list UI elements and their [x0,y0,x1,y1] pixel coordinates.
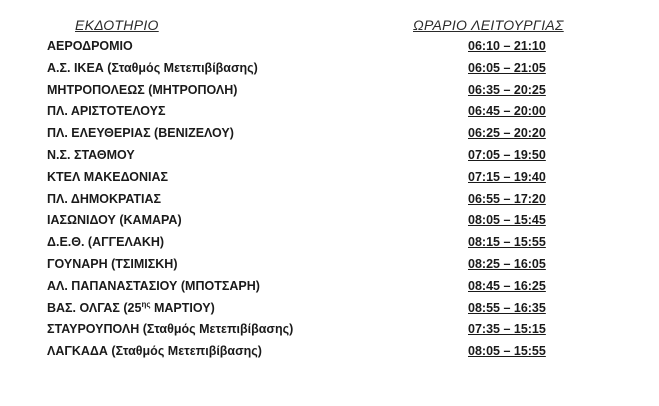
station-name: Α.Σ. ΙΚΕΑ (Σταθμός Μετεπιβίβασης) [47,60,258,75]
operating-hours: 06:55 – 17:20 [468,191,546,206]
operating-hours: 08:25 – 16:05 [468,256,546,271]
station-name: Δ.Ε.Θ. (ΑΓΓΕΛΑΚΗ) [47,235,165,250]
operating-hours: 07:35 – 15:15 [468,322,546,337]
station-name: ΚΤΕΛ ΜΑΚΕΔΟΝΙΑΣ [47,169,169,184]
operating-hours: 06:35 – 20:25 [468,82,546,97]
operating-hours: 07:05 – 19:50 [468,147,546,162]
schedule-row [0,255,659,277]
schedule-row [0,124,659,146]
schedule-row [0,299,659,321]
station-name: ΓΟΥΝΑΡΗ (ΤΣΙΜΙΣΚΗ) [47,256,178,271]
operating-hours: 08:05 – 15:55 [468,344,546,359]
operating-hours: 08:15 – 15:55 [468,235,546,250]
schedule-row [0,190,659,212]
station-name: ΜΗΤΡΟΠΟΛΕΩΣ (ΜΗΤΡΟΠΟΛΗ) [47,82,238,97]
operating-hours: 06:10 – 21:10 [468,39,546,53]
ordinal-suffix: ης [141,299,151,309]
operating-hours: 08:55 – 16:35 [468,300,546,315]
operating-hours: 06:05 – 21:05 [468,60,546,75]
station-name: ΙΑΣΩΝΙΔΟΥ (ΚΑΜΑΡΑ) [47,213,182,228]
station-name: ΣΤΑΥΡΟΥΠΟΛΗ (Σταθμός Μετεπιβίβασης) [47,322,294,337]
schedule-row [0,59,659,81]
station-name [47,299,215,317]
station-name: Ν.Σ. ΣΤΑΘΜΟΥ [47,147,135,162]
operating-hours: 06:45 – 20:00 [468,104,546,119]
schedule-row [0,320,659,342]
station-name: ΠΛ. ΕΛΕΥΘΕΡΙΑΣ (ΒΕΝΙΖΕΛΟΥ) [47,126,234,141]
schedule-row [0,146,659,168]
station-name: ΑΛ. ΠΑΠΑΝΑΣΤΑΣΙΟΥ (ΜΠΟΤΣΑΡΗ) [47,278,260,293]
schedule-row [0,81,659,103]
hours-column-header: ΩΡΑΡΙΟ ΛΕΙΤΟΥΡΓΙΑΣ [413,17,564,33]
station-name: ΠΛ. ΑΡΙΣΤΟΤΕΛΟΥΣ [47,104,166,119]
operating-hours: 08:45 – 16:25 [468,278,546,293]
station-name-part: ΜΑΡΤΙΟΥ) [150,300,215,315]
station-name-part: ΒΑΣ. ΟΛΓΑΣ (25 [47,300,142,315]
station-name: ΑΕΡΟΔΡΟΜΙΟ [47,39,133,53]
operating-hours: 08:05 – 15:45 [468,213,546,228]
schedule-row [0,342,659,364]
schedule-list [0,37,659,364]
schedule-row [0,211,659,233]
schedule-row [0,277,659,299]
schedule-row [0,168,659,190]
operating-hours: 07:15 – 19:40 [468,169,546,184]
schedule-row [0,233,659,255]
station-name: ΛΑΓΚΑΔΑ (Σταθμός Μετεπιβίβασης) [47,344,262,359]
schedule-row [0,102,659,124]
station-name: ΠΛ. ΔΗΜΟΚΡΑΤΙΑΣ [47,191,162,206]
schedule-row [0,37,659,59]
station-column-header: ΕΚΔΟΤΗΡΙΟ [75,17,159,33]
operating-hours: 06:25 – 20:20 [468,126,546,141]
